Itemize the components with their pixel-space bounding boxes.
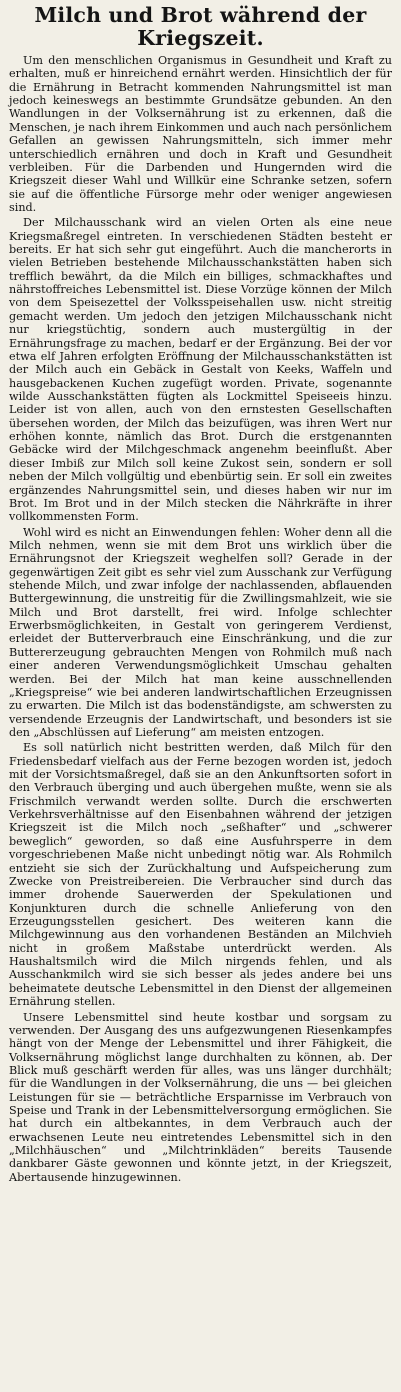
article-title: Milch und Brot während der Kriegszeit. <box>34 3 367 50</box>
article-paragraph-3: Wohl wird es nicht an Einwendungen fehlen: Woher denn all die Milch nehmen, wenn sie mit dem Brot uns wirklich über die Ernährungsnot der Kriegszeit weghelfen soll? Gerade in der gegenwärtigen Zeit gibt es sehr viel zum Ausschank zur Verfügung stehende Milch, und zwar infolge der nachlassenden, abflauenden Buttergewinnung, die unstreitig für die Zwillingsmahlzeit, wie sie Milch und Brot darstellt, frei wird. Infolge schlechter Erwerbsmöglichkeiten, in Gestalt von geringerem Verdienst, erleidet der Butterverbrauch eine Einschränkung, und die zur Buttererzeugung gebrauchten Mengen von Rohmilch muß nach einer anderen Verwendungsmöglichkeit Umschau gehalten werden. Bei der Milch hat man keine ausschnellenden „Kriegspreise“ wie bei anderen landwirtschaftlichen Erzeugnissen zu erwarten. Die Milch ist das bodenständigste, am schwersten zu versendende Erzeugnis der Landwirtschaft, und besonders ist sie den „Abschlüssen auf Lieferung“ am meisten entzogen. <box>9 525 392 739</box>
article-paragraph-2: Der Milchausschank wird an vielen Orten als eine neue Kriegsmaßregel eintreten. In verschiedenen Städten besteht er bereits. Er hat sich sehr gut eingeführt. Auch die mancherorts in vielen Betrieben bestehende Milchausschankstätten haben sich trefflich bewährt, da die Milch ein billiges, schmackhaftes und nährstoffreiches Lebensmittel ist. Diese Vorzüge können der Milch von dem Speisezettel der Volksspeisehallen usw. nicht streitig gemacht werden. Um jedoch den jetzigen Milchausschank nicht nur kriegstüchtig, sondern auch mustergültig in der Ernährungsfrage zu machen, bedarf er der Ergänzung. Bei der vor etwa elf Jahren erfolgten Eröffnung der Milchausschankstätten ist der Milch auch ein Gebäck in Gestalt von Keeks, Waffeln und hausgebackenen Kuchen zugefügt worden. Private, sogenannte wilde Ausschankstätten fügten als Lockmittel Speiseeis hinzu. Leider ist von allen, auch von den ernstesten Gesellschaften übersehen worden, der Milch das beizufügen, was ihren Wert nur erhöhen konnte, nämlich das Brot. Durch die erstgenannten Gebäcke wird der Milchgeschmack angenehm beeinflußt. Aber dieser Imbiß zur Milch soll keine Zukost sein, sondern er soll neben der Milch vollgültig und ebenbürtig sein. Er soll ein zweites ergänzendes Nahrungsmittel sein, und dieses haben wir nur im Brot. Im Brot und in der Milch stecken die Nährkräfte in ihrer vollkommensten Form. <box>9 216 392 524</box>
article-paragraph-1: Um den menschlichen Organismus in Gesundheit und Kraft zu erhalten, muß er hinreichend ernährt werden. Hinsichtlich der für die Ernährung in Betracht kommenden Nahrungsmittel ist man jedoch keineswegs an bestimmte Grundsätze gebunden. An den Wandlungen in der Volksernährung ist zu erkennen, daß die Menschen, je nach ihrem Einkommen und auch nach persönlichem Gefallen an gewissen Nahrungsmitteln, sich immer mehr unterschiedlich ernähren und doch in Kraft und Gesundheit verbleiben. Für die Darbenden und Hungernden wird die Kriegszeit dieser Wahl und Willkür eine Schranke setzen, sofern sie auf die öffentliche Fürsorge mehr oder weniger angewiesen sind. <box>9 54 392 214</box>
article-paragraph-4: Es soll natürlich nicht bestritten werden, daß Milch für den Friedensbedarf vielfach aus der Ferne bezogen worden ist, jedoch mit der Vorsichtsmaßregel, daß sie an den Ankunftsorten sofort in den Verbrauch überging und auch übergehen mußte, wenn sie als Frischmilch verwandt werden sollte. Durch die erschwerten Verkehrsverhältnisse auf den Eisenbahnen während der jetzigen Kriegszeit ist die Milch noch „seßhafter“ und „schwerer beweglich“ geworden, so daß eine Ausfuhrsperre in dem vorgeschriebenen Maße nicht unbedingt nötig war. Als Rohmilch entzieht sie sich der Zurückhaltung und Aufspeicherung zum Zwecke von Preistreibereien. Die Verbraucher sind durch das immer drohende Sauerwerden der Spekulationen und Konjunkturen durch die schnelle Anlieferung von den Erzeugungsstellen gesichert. Des weiteren kann die Milchgewinnung aus den vorhandenen Beständen an Milchvieh nicht in großem Maßstabe unterdrückt werden. Als Haushaltsmilch wird die Milch nirgends fehlen, und als Ausschankmilch wird sie sich besser als jedes andere bei uns beheimatete deutsche Lebensmittel in den Dienst der allgemeinen Ernährung stellen. <box>9 741 392 1009</box>
article-paragraph-5: Unsere Lebensmittel sind heute kostbar und sorgsam zu verwenden. Der Ausgang des uns aufgezwungenen Riesenkampfes hängt von der Menge der Lebensmittel und ihrer Fähigkeit, die Volksernährung möglichst lange durchhalten zu können, ab. Der Blick muß geschärft werden für alles, was uns länger durchhält; für die Wandlungen in der Volksernährung, die uns — bei gleichen Leistungen für sie — beträchtliche Ersparnisse im Verbrauch von Speise und Trank in der Lebensmittelversorgung ermöglichen. Sie hat durch ein altbekanntes, in dem Verbrauch auch der erwachsenen Leute neu eintretendes Lebensmittel sich in den „Milchhäuschen“ und „Milchtrinkläden“ bereits Tausende dankbarer Gäste gewonnen und könnte jetzt, in der Kriegszeit, Abertausende hinzugewinnen. <box>9 1010 392 1184</box>
